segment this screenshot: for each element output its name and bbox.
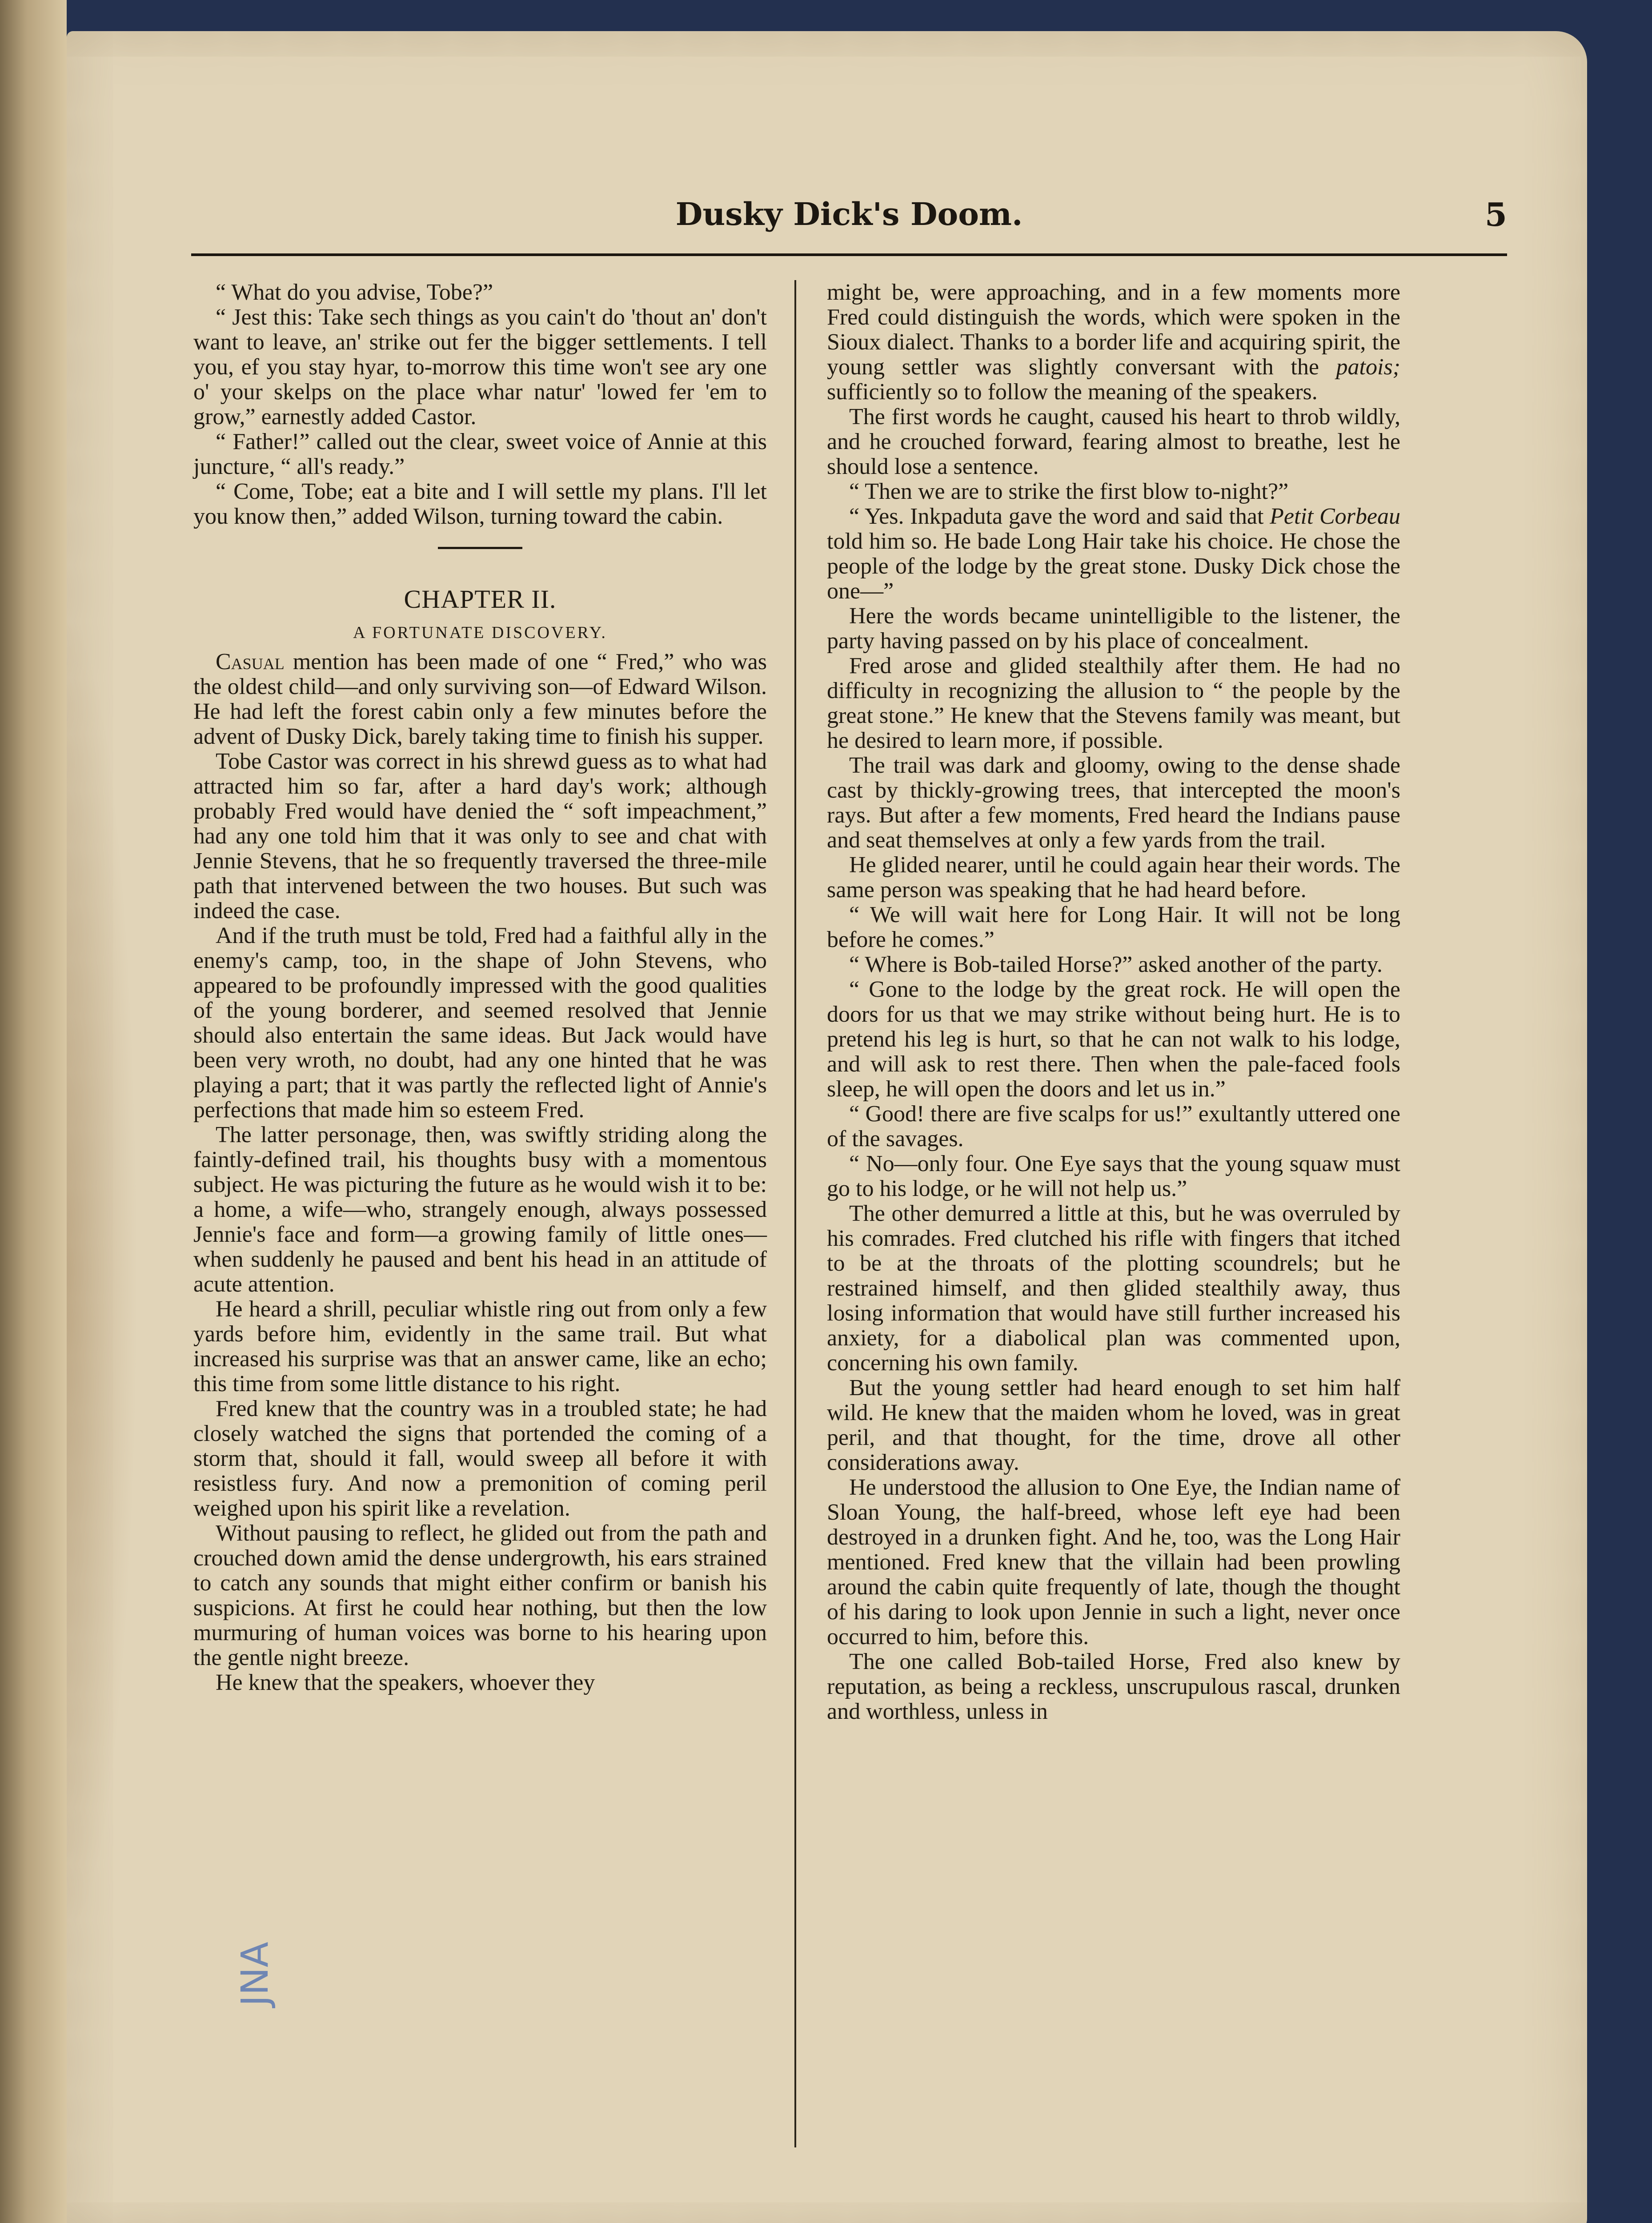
- running-head: [191, 178, 1507, 256]
- paragraph: “ We will wait here for Long Hair. It will not be long before he comes.”: [827, 902, 1400, 952]
- paragraph: “ Where is Bob-tailed Horse?” asked another of the party.: [849, 952, 1383, 977]
- page-number: 5: [1484, 196, 1507, 233]
- paragraph: “ No—only four. One Eye says that the young squaw must go to his lodge, or he will not help us.”: [827, 1151, 1400, 1201]
- paragraph: The trail was dark and gloomy, owing to the dense shade cast by thickly-growing trees, that intercepted the moon's rays. But after a few moments, Fred heard the Indians pause and seat themselves at only a few yards from the trail.: [827, 753, 1400, 853]
- book-page: [67, 31, 1587, 2223]
- paragraph: The latter personage, then, was swiftly striding along the faintly-defined trail, his thoughts busy with a momentous subject. He was picturing the future as he would wish it to be: a home, a wife—who, strangely enough, always possessed Jennie's face and form—a growing family of little ones—when suddenly he paused and bent his head in an attitude of acute attention.: [193, 1122, 767, 1297]
- italic-name: Petit Corbeau: [1270, 504, 1400, 529]
- paragraph: “ Jest this: Take sech things as you cain't do 'thout an' don't want to leave, an' strike out fer the bigger settlements. I tell you, ef you stay hyar, to-morrow this time won't see ary one o' your skelps on the place whar natur' 'lowed fer 'em to grow,” earnestly added Castor.: [193, 305, 767, 429]
- inscription-text: JNA: [233, 1942, 277, 2006]
- paragraph: “ Good! there are five scalps for us!” exultantly uttered one of the savages.: [827, 1101, 1400, 1152]
- opening-text: mention has been made of one “ Fred,” who was the oldest child—and only surviving son—of Edward Wilson. He had left the forest cabin only a few minutes before the advent of Dusky Dick, barely taking time to finish his supper.: [193, 649, 767, 749]
- chapter-opening-paragraph: [193, 650, 767, 749]
- paragraph: “ Father!” called out the clear, sweet voice of Annie at this juncture, “ all's ready.”: [193, 429, 767, 479]
- paragraph: Without pausing to reflect, he glided out from the path and crouched down amid the dense undergrowth, his ears strained to catch any sounds that might either confirm or banish his suspicions. At first he could hear nothing, but then the low murmuring of human voices was borne to his hearing upon the gentle night breeze.: [193, 1521, 767, 1670]
- paragraph: He heard a shrill, peculiar whistle ring out from only a few yards before him, evidently in the same trail. But what increased his surprise was that an answer came, like an echo; this time from some little distance to his right.: [193, 1296, 767, 1396]
- paragraph: “ Gone to the lodge by the great rock. He will open the doors for us that we may strike without being hurt. He is to pretend his leg is hurt, so that he can not walk to his lodge, and will ask to rest there. Then when the pale-faced fools sleep, he will open the doors and let us in.”: [827, 977, 1400, 1102]
- paragraph: Here the words became unintelligible to the listener, the party having passed on by his place of concealment.: [827, 603, 1400, 654]
- paragraph: He understood the allusion to One Eye, the Indian name of Sloan Young, the half-breed, whose left eye had been destroyed in a drunken fight. And he, too, was the Long Hair mentioned. Fred knew that the villain had been prowling around the cabin quite frequently of late, though the thought of his daring to look upon Jennie in such a light, never once occurred to him, before this.: [827, 1475, 1400, 1649]
- continued-paragraph: might be, were approaching, and in a few moments more Fred could distinguish the words, which were spoken in the Sioux dialect. Thanks to a border life and acquiring spirit, the young settler was slightly conversant with the patois; sufficiently so to follow the meaning of the speakers.: [827, 280, 1400, 405]
- running-title: Dusky Dick's Doom.: [675, 196, 1023, 233]
- paragraph: He glided nearer, until he could again hear their words. The same person was speaking that he had heard before.: [827, 852, 1400, 903]
- paragraph: “ What do you advise, Tobe?”: [216, 280, 493, 305]
- adjacent-page-edge: [0, 0, 67, 2223]
- paragraph: The other demurred a little at this, but he was overruled by his comrades. Fred clutched his rifle with fingers that itched to be at the throats of the plotting scoundrels; but he restrained himself, and then glided stealthily away, thus losing information that would have still further increased his anxiety, for a diabolical plan was commented upon, concerning his own family.: [827, 1201, 1400, 1376]
- section-divider: [438, 547, 522, 549]
- paragraph: Tobe Castor was correct in his shrewd guess as to what had attracted him so far, after a hard day's work; although probably Fred would have denied the “ soft impeachment,” had any one told him that it was only to see and chat with Jennie Stevens, that he so frequently traversed the three-mile path that intervened between the two houses. But such was indeed the case.: [193, 749, 767, 923]
- paragraph: Fred arose and glided stealthily after them. He had no difficulty in recognizing the allusion to “ the people by the great stone.” He knew that the Stevens family was meant, but he desired to learn more, if possible.: [827, 653, 1400, 753]
- paragraph: “ Yes. Inkpaduta gave the word and said that Petit Corbeau told him so. He bade Long Hair take his choice. He chose the people of the lodge by the great stone. Dusky Dick chose the one—”: [827, 504, 1400, 604]
- paragraph: But the young settler had heard enough to set him half wild. He knew that the maiden whom he loved, was in great peril, and that thought, for the time, drove all other considerations away.: [827, 1375, 1400, 1475]
- paragraph: He knew that the speakers, whoever they: [216, 1670, 595, 1695]
- opening-word: Casual: [216, 649, 285, 674]
- italic-word: patois;: [1336, 354, 1400, 380]
- chapter-title: CHAPTER II.: [404, 585, 557, 614]
- column-rule: [794, 280, 796, 2147]
- paragraph: “ Then we are to strike the first blow to-night?”: [849, 479, 1289, 504]
- paragraph: “ Come, Tobe; eat a bite and I will settle my plans. I'll let you know then,” added Wilson, turning toward the cabin.: [193, 479, 767, 529]
- left-column: [193, 280, 767, 1695]
- chapter-subtitle: A FORTUNATE DISCOVERY.: [353, 623, 607, 642]
- paragraph: The first words he caught, caused his heart to throb wildly, and he crouched forward, fearing almost to breathe, lest he should lose a sentence.: [827, 404, 1400, 479]
- paragraph: The one called Bob-tailed Horse, Fred also knew by reputation, as being a reckless, unscrupulous rascal, drunken and worthless, unless in: [827, 1649, 1400, 1724]
- page-stain: [67, 609, 138, 1943]
- handwritten-inscription: [233, 1894, 289, 2054]
- paragraph: And if the truth must be told, Fred had a faithful ally in the enemy's camp, too, in the shape of John Stevens, who appeared to be profoundly impressed with the good qualities of the young borderer, and seemed resolved that Jennie should also entertain the same ideas. But Jack would have been very wroth, no doubt, had any one hinted that he was playing a part; that it was partly the reflected light of Annie's perfections that made him so esteem Fred.: [193, 923, 767, 1123]
- paragraph: Fred knew that the country was in a troubled state; he had closely watched the signs that portended the coming of a storm that, should it fall, would sweep all before it with resistless fury. And now a premonition of coming peril weighed upon his spirit like a revelation.: [193, 1396, 767, 1521]
- right-column: [827, 280, 1400, 1724]
